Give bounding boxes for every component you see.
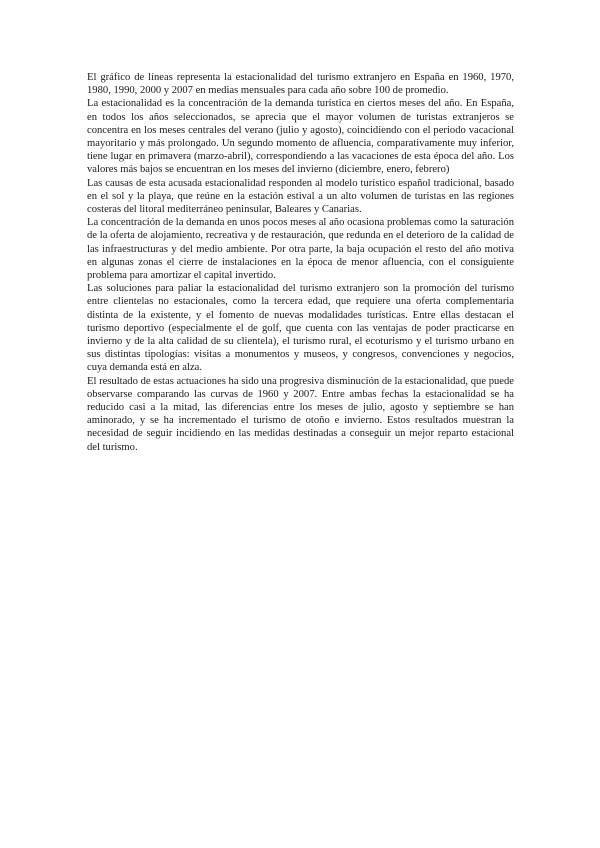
paragraph-definition: La estacionalidad es la concentración de la demanda turística en ciertos meses del año. En España, en todos los años seleccionados, se aprecia que el mayor volumen de turistas extranjeros se concentra en los meses centrales del verano (julio y agosto), coincidiendo con el periodo vacacional mayoritario y más prolongado. Un segundo momento de afluencia, comparativamente muy inferior, tiene lugar en primavera (marzo-abril), correspondiendo a las vacaciones de esta época del año. Los valores más bajos se encuentran en los meses del invierno (diciembre, enero, febrero)	[87, 98, 514, 176]
paragraph-causes: Las causas de esta acusada estacionalidad responden al modelo turístico español tradicional, basado en el sol y la playa, que reúne en la estación estival a un alto volumen de turistas en las regiones costeras del litoral mediterráneo peninsular, Baleares y Canarias.	[87, 177, 514, 216]
body-text	[87, 71, 514, 454]
paragraph-results: El resultado de estas actuaciones ha sido una progresiva disminución de la estacionalidad, que puede observarse comparando las curvas de 1960 y 2007. Entre ambas fechas la estacionalidad se ha reducido casi a la mitad, las diferencias entre los meses de julio, agosto y septiembre se han aminorado, y se ha incrementado el turismo de otoño e invierno. Estos resultados muestran la necesidad de seguir incidiendo en las medidas destinadas a conseguir un mejor reparto estacional del turismo.	[87, 375, 514, 453]
paragraph-intro: El gráfico de líneas representa la estacionalidad del turismo extranjero en España en 1960, 1970, 1980, 1990, 2000 y 2007 en medias mensuales para cada año sobre 100 de promedio.	[87, 72, 514, 97]
paragraph-problems: La concentración de la demanda en unos pocos meses al año ocasiona problemas como la saturación de la oferta de alojamiento, recreativa y de restauración, que redunda en el deterioro de la calidad de las infraestructuras y del medio ambiente. Por otra parte, la baja ocupación el resto del año motiva en algunas zonas el cierre de instalaciones en la época de menor afluencia, con el consiguiente problema para amortizar el capital invertido.	[87, 217, 514, 282]
paragraph-solutions: Las soluciones para paliar la estacionalidad del turismo extranjero son la promoción del turismo entre clientelas no estacionales, como la tercera edad, que requiere una oferta complementaria distinta de la existente, y el fomento de nuevas modalidades turísticas. Entre ellas destacan el turismo deportivo (especialmente el de golf, que cuenta con las ventajas de poder practicarse en invierno y de la alta calidad de su clientela), el turismo rural, el ecoturismo y el turismo urbano en sus distintas tipologías: visitas a monumentos y museos, y congresos, convenciones y negocios, cuya demanda está en alza.	[87, 283, 514, 374]
